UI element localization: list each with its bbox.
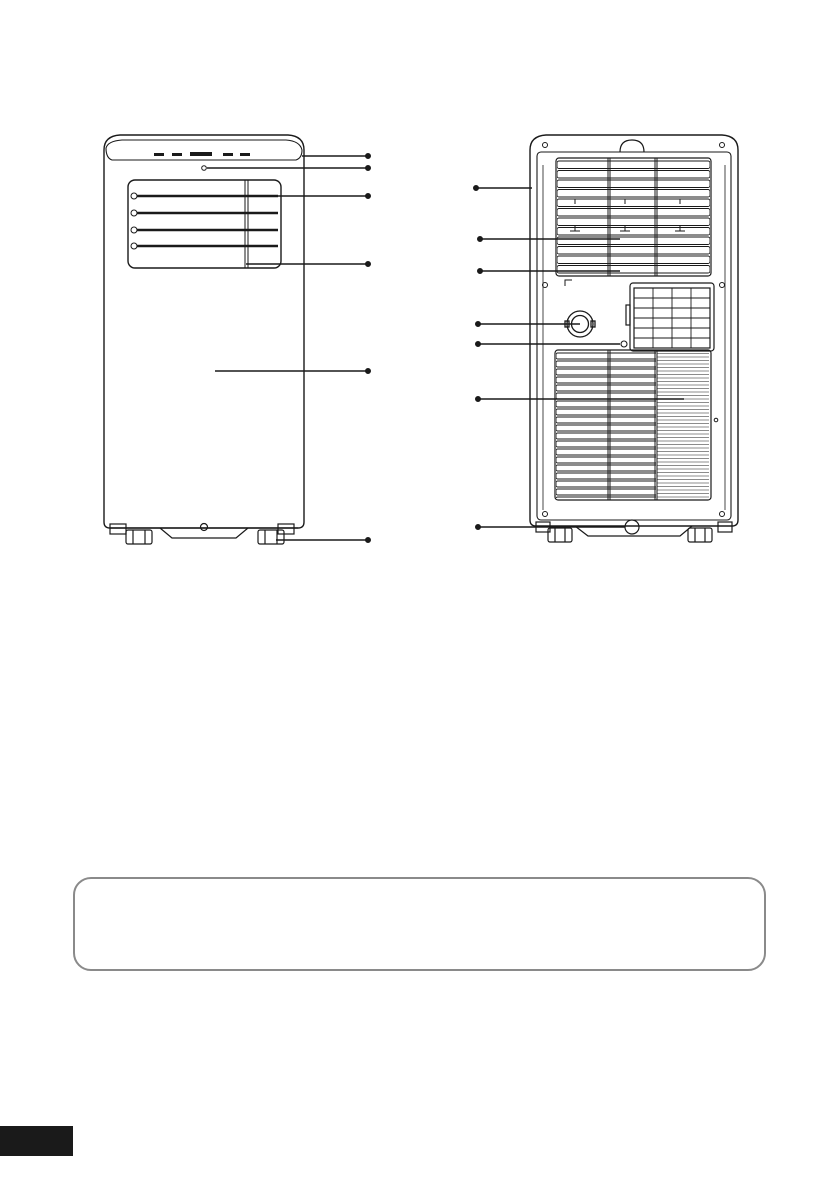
rear-view bbox=[530, 135, 738, 542]
drain-outlet-icon bbox=[621, 341, 627, 347]
front-base bbox=[110, 524, 298, 539]
callout-dot bbox=[366, 194, 371, 199]
remote-receiver-icon bbox=[202, 166, 207, 171]
page-tab bbox=[0, 1126, 73, 1156]
callout-dot bbox=[366, 538, 371, 543]
lower-air-inlet bbox=[555, 350, 711, 500]
callout-dot bbox=[476, 322, 481, 327]
air-outlet-grille bbox=[128, 180, 281, 268]
callout-dot bbox=[366, 166, 371, 171]
rear-base bbox=[536, 520, 732, 542]
callout-dot bbox=[366, 262, 371, 267]
upper-air-inlet bbox=[556, 158, 711, 276]
bottom-drain-icon bbox=[625, 520, 639, 534]
control-panel bbox=[106, 140, 302, 160]
callout-dot bbox=[474, 186, 479, 191]
callout-dot bbox=[476, 342, 481, 347]
callout-dot bbox=[478, 237, 483, 242]
callout-dot bbox=[366, 369, 371, 374]
callout-dot bbox=[366, 154, 371, 159]
callout-dot bbox=[476, 397, 481, 402]
control-buttons bbox=[154, 152, 250, 156]
callout-dot bbox=[478, 269, 483, 274]
upper-filter bbox=[626, 283, 714, 351]
louvers bbox=[133, 196, 278, 246]
note-box bbox=[73, 877, 766, 971]
callout-dot bbox=[476, 525, 481, 530]
caster-wheel-icon bbox=[126, 530, 284, 544]
